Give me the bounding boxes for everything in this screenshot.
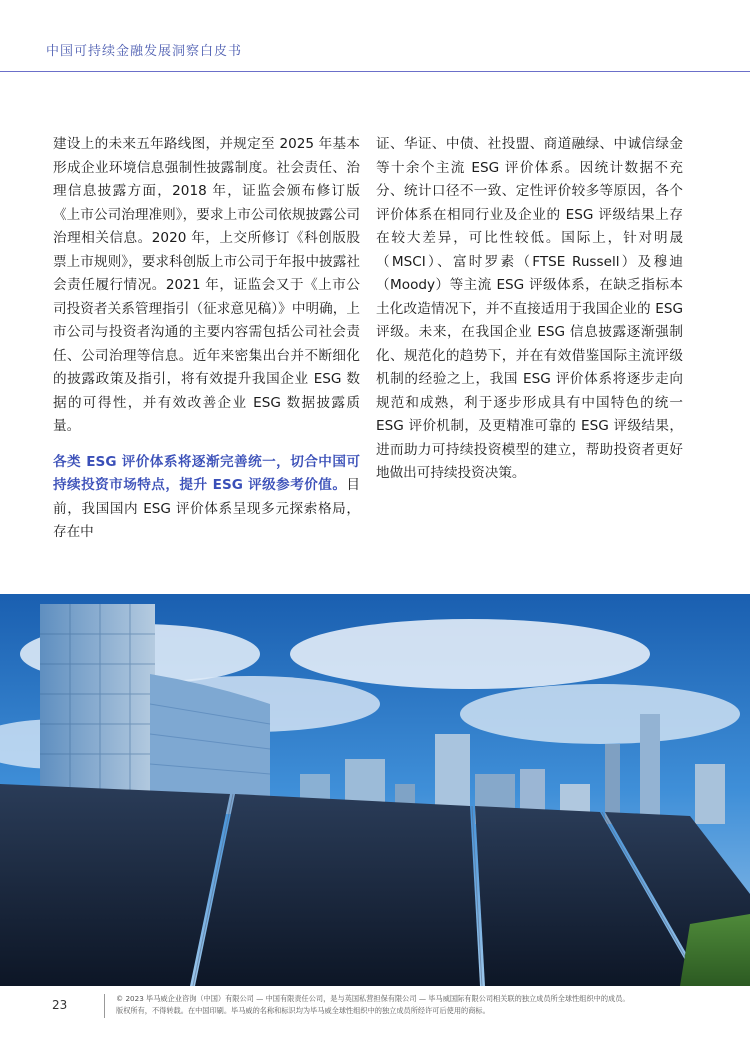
highlight-lead-sentence: 各类 ESG 评价体系将逐渐完善统一，切合中国可持续投资市场特点，提升 ESG 评级参考价值。 bbox=[53, 453, 360, 493]
legal-notice bbox=[116, 993, 716, 1017]
legal-line: 版权所有，不得转载。在中国印刷。毕马威的名称和标识均为毕马威全球性组织中的独立成员所经许可后使用的商标。 bbox=[116, 1006, 490, 1015]
footer-divider bbox=[104, 994, 105, 1018]
header-divider bbox=[0, 71, 750, 72]
left-text-column bbox=[53, 133, 360, 557]
page-number: 23 bbox=[52, 998, 68, 1012]
body-paragraph: 建设上的未来五年路线图，并规定至 2025 年基本形成企业环境信息强制性披露制度。社会责任、治理信息披露方面，2018 年，证监会颁布修订版《上市公司治理准则》，要求上市公司依规披露公司治理相关信息。2020 年，上交所修订《科创版股票上市规则》，要求科创版上市公司于年报中披露社会责任履行情况。2021 年，证监会又于《上市公司投资者关系管理指引（征求意见稿）》中明确，上市公司与投资者沟通的主要内容需包括公司社会责任、公司治理等信息。近年来密集出台并不断细化的披露政策及指引，将有效提升我国企业 ESG 数据的可得性，并有效改善企业 ESG 数据披露质量。 bbox=[53, 136, 360, 434]
running-header-title: 中国可持续金融发展洞察白皮书 bbox=[46, 44, 243, 59]
paragraph-continuation: 目前，我国国内 ESG 评价体系呈现多元探索格局，存在中 bbox=[53, 477, 360, 540]
body-paragraph: 证、华证、中债、社投盟、商道融绿、中诚信绿金等十余个主流 ESG 评价体系。因统计数据不充分、统计口径不一致、定性评价较多等原因，各个评价体系在相同行业及企业的 ESG 评级结果上存在较大差异，可比性较低。国际上，针对明晟（MSCI）、富时罗素（FTSE Russell）及穆迪（Moody）等主流 ESG 评级体系，在缺乏指标本土化改造情况下，并不直接适用于我国企业的 ESG 评级。未来，在我国企业 ESG 信息披露逐渐强制化、规范化的趋势下，并在有效借鉴国际主流评级机制的经验之上，我国 ESG 评价体系将逐步走向规范和成熟，利于逐步形成具有中国特色的统一 ESG 评价机制，及更精准可靠的 ESG 评级结果，进而助力可持续投资模型的建立，帮助投资者更好地做出可持续投资决策。 bbox=[376, 136, 683, 481]
right-text-column bbox=[376, 133, 683, 498]
solar-panels-skyline-photo bbox=[0, 594, 750, 986]
body-paragraph-highlighted bbox=[53, 451, 360, 545]
page-footer bbox=[0, 986, 750, 1061]
legal-line: © 2023 毕马威企业咨询（中国）有限公司 — 中国有限责任公司，是与英国私营担保有限公司 — 毕马威国际有限公司相关联的独立成员所全球性组织中的成员。 bbox=[116, 994, 630, 1003]
